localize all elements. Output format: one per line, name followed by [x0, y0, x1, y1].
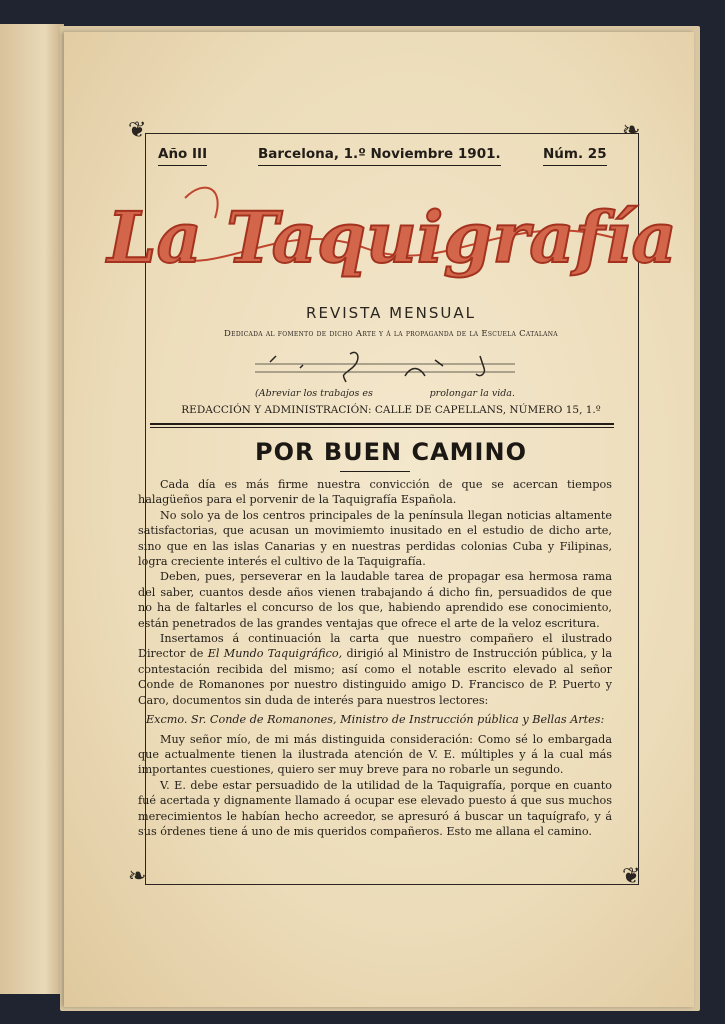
issue-year: Año III: [158, 146, 207, 166]
shorthand-motto-drawing: [255, 346, 525, 390]
corner-flourish-icon: ❧: [128, 864, 147, 889]
masthead-title: La Taquigrafía: [107, 196, 677, 279]
paragraph: Deben, pues, perseverar en la laudable tarea de propagar esa hermosa rama del saber, cuantos desde años vienen trabajando á dicho fin, persuadidos de que no ha de faltarles el concurso de los que, habiendo aprendido ese conocimiento, están penetrados de las grandes ventajas que ofrece el arte de la veloz escritura.: [138, 570, 612, 630]
corner-flourish-icon: ❦: [128, 118, 147, 143]
administration-address: REDACCIÓN Y ADMINISTRACIÓN: CALLE DE CAPELLANS, NÚMERO 15, 1.º: [181, 404, 601, 416]
paragraph-text: dirigió al Ministro de Instrucción pública, y la contestación recibida del mismo; así como el notable escrito elevado al señor Conde de Romanones por nuestro distinguido amigo D. Francisco de P. Puerto y Caro, documentos sin duda de interés para nuestros lectores:: [138, 647, 612, 707]
motto-right: prolongar la vida.: [429, 388, 515, 399]
left-page-edge: [0, 24, 64, 994]
letter-salutation: Excmo. Sr. Conde de Romanones, Ministro de Instrucción pública y Bellas Artes:: [146, 713, 605, 727]
paragraph: V. E. debe estar persuadido de la utilidad de la Taquigrafía, porque en cuanto fué acertada y dignamente llamado á ocupar ese elevado puesto á que sus muchos merecimientos le habían hecho acreedor, se apresuró á buscar un taquígrafo, y á sus órdenes tiene á uno de mis queridos compañeros. Esto me allana el camino.: [138, 778, 612, 838]
paragraph: Cada día es más firme nuestra convicción de que se acercan tiempos halagüeños para el porvenir de la Taquigrafía Española.: [138, 478, 612, 507]
divider: [150, 427, 614, 428]
article-body: [138, 477, 612, 839]
corner-flourish-icon: ❦: [622, 864, 641, 889]
issue-date: Barcelona, 1.º Noviembre 1901.: [258, 146, 501, 166]
title-underline: [340, 471, 410, 472]
paragraph-text: Insertamos á continuación la carta que nuestro compañero el ilustrado Director de: [138, 632, 612, 661]
article-title: POR BUEN CAMINO: [255, 438, 527, 466]
corner-flourish-icon: ❧: [622, 118, 641, 143]
masthead-logo: [107, 178, 677, 290]
subtitle: REVISTA MENSUAL: [306, 304, 476, 322]
publication-name: El Mundo Taquigráfico,: [207, 647, 343, 661]
motto: [255, 388, 515, 399]
paragraph: [138, 631, 612, 708]
paragraph: No solo ya de los centros principales de la península llegan noticias altamente satisfactorias, que acusan un movimiemto inusitado en el estudio de dicho arte, sino que en las islas Canarias y en nuestras perdidas colonias Cuba y Filipinas, logra creciente interés el cultivo de la Taquigrafía.: [138, 508, 612, 569]
motto-left: (Abreviar los trabajos es: [255, 388, 373, 399]
paragraph: Muy señor mío, de mi más distinguida consideración: Como sé lo embargada que actualmente tienen la ilustrada atención de V. E. múltiples y á la cual más importantes cuestiones, quiero ser muy breve para no robarle un segundo.: [138, 732, 612, 777]
dedication: Dedicada al fomento de dicho Arte y á la propaganda de la Escuela Catalana: [224, 329, 558, 339]
issue-number: Núm. 25: [543, 146, 607, 166]
divider: [150, 423, 614, 425]
